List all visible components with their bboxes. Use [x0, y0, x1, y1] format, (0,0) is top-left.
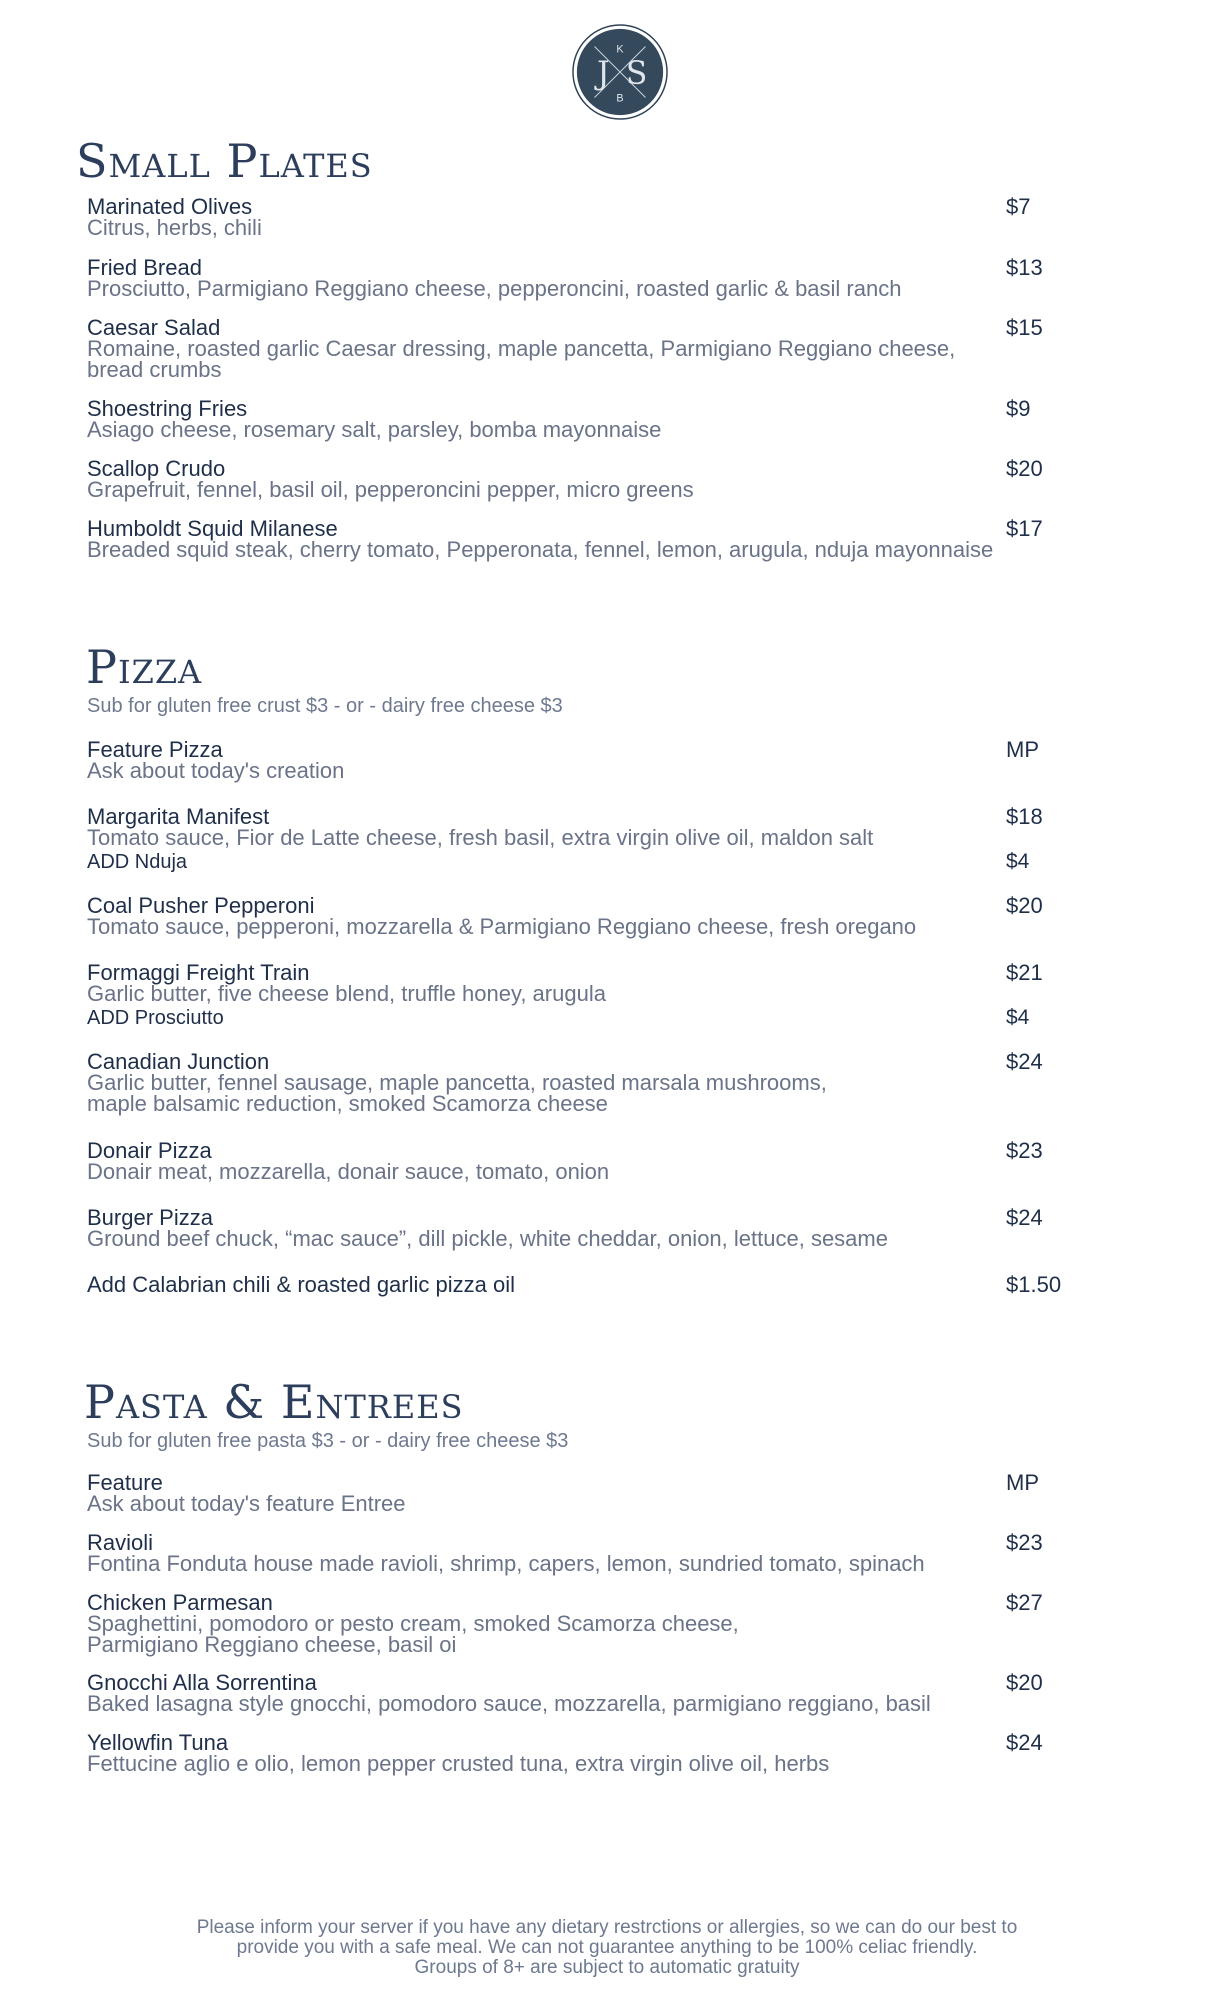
restaurant-logo	[571, 23, 669, 121]
menu-item-humboldt-squid: Humboldt Squid Milanese Breaded squid steak, cherry tomato, Pepperonata, fennel, lemon, arugula, nduja mayonnaise	[87, 516, 994, 562]
addon-nduja: ADD Nduja	[87, 851, 188, 873]
menu-item-chicken-parmesan: Chicken Parmesan Spaghettini, pomodoro or pesto cream, smoked Scamorza cheese, Parmigiano Reggiano cheese, basil oi	[87, 1590, 739, 1657]
price-addon-nduja: $4	[1006, 850, 1030, 873]
svg-text:K: K	[616, 43, 624, 56]
pizza-heading: Pizza	[86, 640, 203, 694]
menu-item-coal-pusher-pepperoni: Coal Pusher Pepperoni Tomato sauce, pepperoni, mozzarella & Parmigiano Reggiano cheese, fresh oregano	[87, 893, 917, 939]
menu-item-formaggi-freight-train: Formaggi Freight Train Garlic butter, five cheese blend, truffle honey, arugula ADD Prosciutto	[87, 962, 1147, 1030]
price-formaggi-freight-train: $21	[1006, 960, 1043, 985]
menu-item-feature-entree: Feature Ask about today's feature Entree	[87, 1470, 406, 1516]
svg-text:S: S	[625, 55, 648, 92]
price-donair-pizza: $23	[1006, 1138, 1043, 1163]
menu-item-donair-pizza: Donair Pizza Donair meat, mozzarella, donair sauce, tomato, onion	[87, 1138, 610, 1184]
price-margarita-manifest: $18	[1006, 804, 1043, 829]
price-shoestring-fries: $9	[1006, 396, 1031, 421]
price-fried-bread: $13	[1006, 255, 1043, 280]
price-scallop-crudo: $20	[1006, 456, 1043, 481]
menu-item-scallop-crudo: Scallop Crudo Grapefruit, fennel, basil oil, pepperoncini pepper, micro greens	[87, 456, 694, 502]
price-addon-prosciutto: $4	[1006, 1006, 1030, 1029]
pasta-entrees-heading: Pasta & Entrees	[84, 1375, 464, 1429]
menu-item-fried-bread: Fried Bread Prosciutto, Parmigiano Reggiano cheese, pepperoncini, roasted garlic & basil ranch	[87, 255, 902, 301]
menu-item-ravioli: Ravioli Fontina Fonduta house made ravioli, shrimp, capers, lemon, sundried tomato, spinach	[87, 1530, 925, 1576]
menu-item-yellowfin-tuna: Yellowfin Tuna Fettucine aglio e olio, lemon pepper crusted tuna, extra virgin olive oil, herbs	[87, 1730, 830, 1776]
svg-text:J: J	[597, 55, 610, 92]
menu-item-margarita-manifest: Margarita Manifest Tomato sauce, Fior de Latte cheese, fresh basil, extra virgin olive oil, maldon salt ADD Nduja	[87, 806, 1147, 874]
price-gnocchi-alla-sorrentina: $20	[1006, 1670, 1043, 1695]
price-ravioli: $23	[1006, 1530, 1043, 1555]
dietary-disclaimer: Please inform your server if you have any dietary restrctions or allergies, so we can do our best to provide you with a safe meal. We can not guarantee anything to be 100% celiac friendly. Groups of 8+ are subject to automatic gratuity	[196, 1917, 1018, 1978]
pasta-sub-note: Sub for gluten free pasta $3 - or - dairy free cheese $3	[87, 1430, 569, 1452]
price-caesar-salad: $15	[1006, 315, 1043, 340]
menu-item-burger-pizza: Burger Pizza Ground beef chuck, “mac sauce”, dill pickle, white cheddar, onion, lettuce, sesame	[87, 1205, 888, 1251]
price-feature-entree: MP	[1006, 1470, 1039, 1495]
price-pizza-oil-addon: $1.50	[1006, 1272, 1062, 1297]
price-humboldt-squid: $17	[1006, 516, 1043, 541]
menu-item-caesar-salad: Caesar Salad Romaine, roasted garlic Caesar dressing, maple pancetta, Parmigiano Reggiano cheese, bread crumbs	[87, 315, 956, 382]
pizza-oil-addon: Add Calabrian chili & roasted garlic pizza oil	[87, 1272, 515, 1297]
price-yellowfin-tuna: $24	[1006, 1730, 1043, 1755]
menu-item-marinated-olives: Marinated Olives Citrus, herbs, chili	[87, 194, 262, 240]
price-marinated-olives: $7	[1006, 194, 1031, 219]
price-coal-pusher-pepperoni: $20	[1006, 893, 1043, 918]
price-canadian-junction: $24	[1006, 1049, 1043, 1074]
price-burger-pizza: $24	[1006, 1205, 1043, 1230]
addon-prosciutto: ADD Prosciutto	[87, 1007, 224, 1029]
menu-item-canadian-junction: Canadian Junction Garlic butter, fennel sausage, maple pancetta, roasted marsala mushrooms, maple balsamic reduction, smoked Scamorza cheese	[87, 1049, 827, 1116]
small-plates-heading: Small Plates	[76, 134, 373, 188]
menu-item-shoestring-fries: Shoestring Fries Asiago cheese, rosemary salt, parsley, bomba mayonnaise	[87, 396, 662, 442]
menu-item-feature-pizza: Feature Pizza Ask about today's creation	[87, 737, 345, 783]
menu-item-gnocchi-alla-sorrentina: Gnocchi Alla Sorrentina Baked lasagna style gnocchi, pomodoro sauce, mozzarella, parmigiano reggiano, basil	[87, 1670, 931, 1716]
price-chicken-parmesan: $27	[1006, 1590, 1043, 1615]
price-feature-pizza: MP	[1006, 737, 1039, 762]
pizza-sub-note: Sub for gluten free crust $3 - or - dairy free cheese $3	[87, 695, 563, 717]
svg-text:B: B	[616, 92, 624, 105]
